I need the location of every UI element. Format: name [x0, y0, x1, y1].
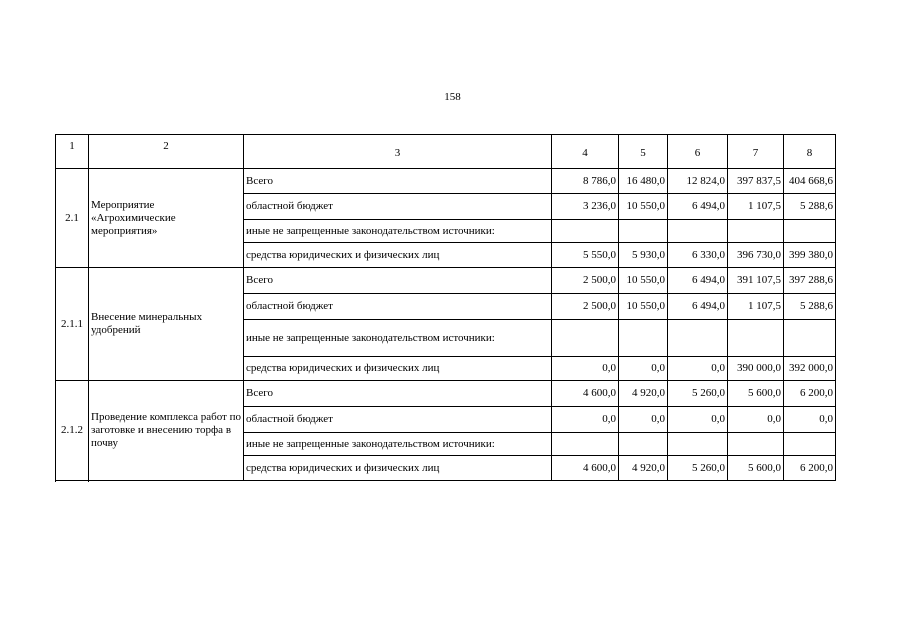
row-label-budget: областной бюджет [244, 407, 552, 433]
section-name: Мероприятие «Агрохимические мероприятия» [89, 169, 244, 268]
value-cell: 390 000,0 [728, 357, 784, 381]
section-name: Внесение минеральных удобрений [89, 268, 244, 381]
value-cell: 5 600,0 [728, 381, 784, 407]
value-cell: 6 494,0 [668, 194, 728, 220]
value-cell: 5 288,6 [784, 294, 836, 320]
value-cell: 10 550,0 [619, 268, 668, 294]
value-cell: 4 600,0 [552, 456, 619, 481]
value-cell: 0,0 [552, 407, 619, 433]
header-cell-7: 7 [728, 135, 784, 169]
budget-table [55, 134, 836, 481]
empty-cell [784, 320, 836, 357]
row-label-other-sources: иные не запрещенные законодательством источники: [244, 320, 552, 357]
empty-cell [784, 433, 836, 456]
value-cell: 0,0 [552, 357, 619, 381]
value-cell: 5 600,0 [728, 456, 784, 481]
value-cell: 5 550,0 [552, 243, 619, 268]
empty-cell [668, 320, 728, 357]
section-code: 2.1 [56, 169, 89, 268]
value-cell: 4 920,0 [619, 456, 668, 481]
section-name: Проведение комплекса работ по заготовке и внесению торфа в почву [89, 381, 244, 481]
value-cell: 397 837,5 [728, 169, 784, 194]
row-label-legal-entities: средства юридических и физических лиц [244, 357, 552, 381]
value-cell: 0,0 [619, 357, 668, 381]
value-cell: 5 288,6 [784, 194, 836, 220]
value-cell: 2 500,0 [552, 268, 619, 294]
section-row-total [56, 169, 836, 194]
value-cell: 4 920,0 [619, 381, 668, 407]
value-cell: 6 200,0 [784, 456, 836, 481]
header-cell-4: 4 [552, 135, 619, 169]
row-label-total: Всего [244, 169, 552, 194]
value-cell: 397 288,6 [784, 268, 836, 294]
empty-cell [552, 433, 619, 456]
row-label-budget: областной бюджет [244, 294, 552, 320]
section-code: 2.1.2 [56, 381, 89, 481]
value-cell: 10 550,0 [619, 194, 668, 220]
value-cell: 3 236,0 [552, 194, 619, 220]
page-number: 158 [444, 91, 461, 103]
value-cell: 392 000,0 [784, 357, 836, 381]
header-cell-6: 6 [668, 135, 728, 169]
value-cell: 2 500,0 [552, 294, 619, 320]
value-cell: 6 200,0 [784, 381, 836, 407]
value-cell: 0,0 [784, 407, 836, 433]
empty-cell [728, 320, 784, 357]
header-cell-3: 3 [244, 135, 552, 169]
value-cell: 0,0 [668, 407, 728, 433]
row-label-legal-entities: средства юридических и физических лиц [244, 243, 552, 268]
empty-cell [619, 433, 668, 456]
header-cell-5: 5 [619, 135, 668, 169]
empty-cell [728, 220, 784, 243]
value-cell: 396 730,0 [728, 243, 784, 268]
value-cell: 1 107,5 [728, 294, 784, 320]
empty-cell [552, 320, 619, 357]
empty-cell [668, 220, 728, 243]
value-cell: 4 600,0 [552, 381, 619, 407]
value-cell: 5 260,0 [668, 381, 728, 407]
row-label-total: Всего [244, 268, 552, 294]
section-code: 2.1.1 [56, 268, 89, 381]
value-cell: 6 494,0 [668, 268, 728, 294]
value-cell: 8 786,0 [552, 169, 619, 194]
empty-cell [668, 433, 728, 456]
value-cell: 16 480,0 [619, 169, 668, 194]
value-cell: 6 330,0 [668, 243, 728, 268]
value-cell: 0,0 [728, 407, 784, 433]
header-row [56, 135, 836, 169]
empty-cell [619, 320, 668, 357]
section-row-total [56, 381, 836, 407]
value-cell: 12 824,0 [668, 169, 728, 194]
header-cell-1: 1 [56, 135, 89, 169]
row-label-total: Всего [244, 381, 552, 407]
empty-cell [728, 433, 784, 456]
row-label-other-sources: иные не запрещенные законодательством источники: [244, 220, 552, 243]
row-label-legal-entities: средства юридических и физических лиц [244, 456, 552, 481]
value-cell: 5 930,0 [619, 243, 668, 268]
value-cell: 1 107,5 [728, 194, 784, 220]
row-label-budget: областной бюджет [244, 194, 552, 220]
empty-cell [784, 220, 836, 243]
value-cell: 6 494,0 [668, 294, 728, 320]
value-cell: 0,0 [668, 357, 728, 381]
value-cell: 391 107,5 [728, 268, 784, 294]
header-cell-2: 2 [89, 135, 244, 169]
empty-cell [552, 220, 619, 243]
value-cell: 0,0 [619, 407, 668, 433]
empty-cell [619, 220, 668, 243]
section-row-total [56, 268, 836, 294]
value-cell: 404 668,6 [784, 169, 836, 194]
value-cell: 5 260,0 [668, 456, 728, 481]
value-cell: 10 550,0 [619, 294, 668, 320]
row-label-other-sources: иные не запрещенные законодательством источники: [244, 433, 552, 456]
header-cell-8: 8 [784, 135, 836, 169]
value-cell: 399 380,0 [784, 243, 836, 268]
